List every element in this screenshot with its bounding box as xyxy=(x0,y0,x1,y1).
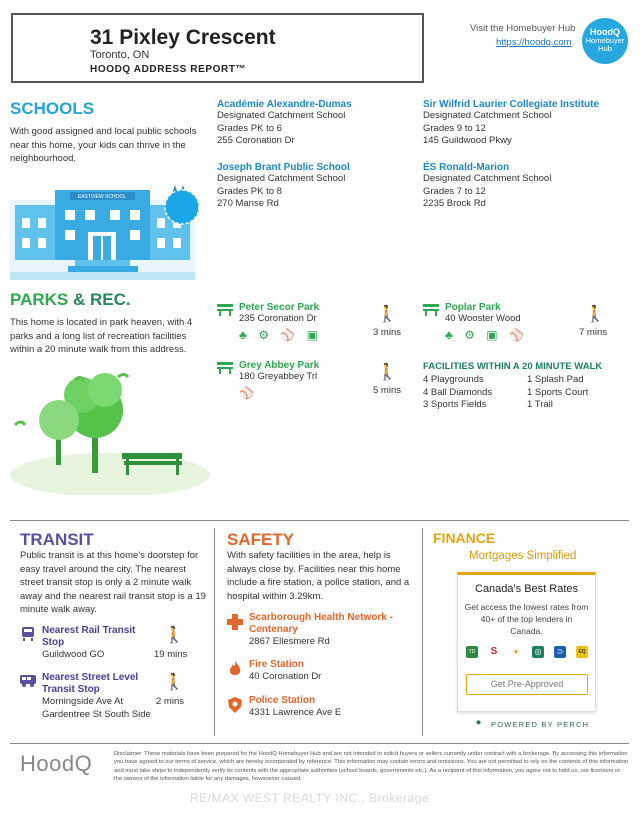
rates-card-text: Get access the lowest rates from 40+ of the top lenders in Canada. xyxy=(464,602,589,636)
hub-link[interactable]: https://hoodq.com xyxy=(496,37,572,48)
school-grades: Grades 9 to 12 xyxy=(423,122,486,134)
finance-subtitle: Mortgages Simplified xyxy=(469,550,577,562)
school-type: Designated Catchment School xyxy=(217,110,346,121)
safety-description: With safety facilities in the area, help is always close by. Facilities near this home include a fire station, a police station, and a hospital within 3.29km. xyxy=(227,550,410,602)
facilities-col-2 xyxy=(527,374,627,412)
footer-divider xyxy=(10,743,629,744)
park-facility-icons: ♣ ⚙ ▣ ⚾ xyxy=(445,327,528,342)
park-item[interactable] xyxy=(423,302,623,342)
park-walk-time: 7 mins xyxy=(579,327,607,338)
school-name: Académie Alexandre-Dumas xyxy=(217,99,352,110)
school-item[interactable] xyxy=(423,162,551,211)
walk-icon: 🚶 xyxy=(377,364,397,381)
park-walk-time: 5 mins xyxy=(373,385,401,396)
hub-logo-bottom: Homebuyer Hub xyxy=(585,36,625,53)
park-address: 235 Coronation Dr xyxy=(239,313,317,324)
facility-item: 4 Playgrounds xyxy=(423,374,484,385)
park-illustration xyxy=(10,365,210,495)
school-address: 270 Manse Rd xyxy=(217,198,279,209)
park-facility-icons: ♣ ⚙ ⚾ ▣ xyxy=(239,327,322,342)
eq-bank-icon: EQ xyxy=(576,646,588,658)
park-name: Peter Secor Park xyxy=(239,302,320,313)
section-divider xyxy=(10,520,629,521)
school-item[interactable] xyxy=(423,99,599,148)
bench-icon xyxy=(423,304,439,316)
rates-card-title: Canada's Best Rates xyxy=(475,583,578,595)
bus-icon xyxy=(20,675,36,687)
walk-icon: 🚶 xyxy=(585,306,605,323)
park-walk-time: 3 mins xyxy=(373,327,401,338)
street-walk-time: 2 mins xyxy=(156,696,184,707)
rail-walk-time: 19 mins xyxy=(154,649,188,660)
column-divider xyxy=(214,528,215,736)
city-label: Toronto, ON xyxy=(90,49,150,61)
safety-name: Scarborough Health Network - Centenary xyxy=(249,612,393,635)
hoodq-logo: HoodQ xyxy=(20,751,93,776)
sun-bank-icon: ☀ xyxy=(511,647,521,657)
bench-icon xyxy=(217,362,233,374)
powered-by-perch: POWERED BY PERCH xyxy=(491,720,590,729)
transit-title: TRANSIT xyxy=(20,530,94,549)
td-bank-icon: TD xyxy=(466,646,478,658)
report-title: HOODQ ADDRESS REPORT™ xyxy=(90,64,247,75)
school-item[interactable] xyxy=(217,99,352,148)
facilities-col-1 xyxy=(423,374,523,412)
parks-description: This home is located in park heaven, with 4 parks and a long list of recreation facilities within a 20 minute walk from this address. xyxy=(10,317,193,355)
safety-address: 2867 Ellesmere Rd xyxy=(249,636,330,647)
school-grades: Grades 7 to 12 xyxy=(423,185,486,197)
school-address: 2235 Brock Rd xyxy=(423,198,486,209)
school-grades: Grades PK to 6 xyxy=(217,122,282,134)
transit-description: Public transit is at this home's doorstep for easy travel around the city. The nearest street transit stop is only a 2 minute walk away and the nearest rail transit stop is a 19 minute walk away. xyxy=(20,550,206,615)
address-title: 31 Pixley Crescent xyxy=(90,26,276,49)
hub-visit-text: Visit the Homebuyer Hub xyxy=(470,23,576,34)
safety-item[interactable] xyxy=(227,612,417,649)
safety-name: Fire Station xyxy=(249,659,305,670)
park-item[interactable] xyxy=(217,360,412,400)
fire-icon xyxy=(227,661,243,677)
bench-icon xyxy=(217,304,233,316)
scotia-bank-icon: S xyxy=(490,646,498,657)
green-bank-icon: ◎ xyxy=(532,646,544,658)
school-type: Designated Catchment School xyxy=(217,173,346,184)
blue-bank-icon: ⊃ xyxy=(554,646,566,658)
hospital-cross-icon xyxy=(227,614,243,630)
school-address: 255 Coronation Dr xyxy=(217,135,295,146)
rail-transit-name: Guildwood GO xyxy=(42,649,105,660)
parks-title-main: PARKS xyxy=(10,290,69,309)
park-name: Poplar Park xyxy=(445,302,501,313)
safety-item[interactable] xyxy=(227,695,417,720)
safety-name: Police Station xyxy=(249,695,316,706)
safety-address: 40 Coronation Dr xyxy=(249,671,322,682)
school-name: Joseph Brant Public School xyxy=(217,162,350,173)
get-pre-approved-button[interactable]: Get Pre-Approved xyxy=(466,674,588,695)
school-grades: Grades PK to 8 xyxy=(217,185,282,197)
safety-item[interactable] xyxy=(227,659,417,684)
street-transit-label: Nearest Street Level Transit Stop xyxy=(42,672,139,695)
award-badge-icon xyxy=(165,185,199,224)
walk-icon: 🚶 xyxy=(164,627,184,644)
park-address: 40 Wooster Wood xyxy=(445,313,521,324)
park-name: Grey Abbey Park xyxy=(239,360,320,371)
disclaimer: Disclaimer: These materials have been prepared for the HoodQ Homebuyer Hub and are not intended to solicit buyers or sellers currently under contract with a brokerage. By accessing this information you have agreed to our terms of service, which are hereby incorporated by reference. This information may contain errors and omissions. You are not permitted to rely on the contents of this information and must take steps to independently verify its contents with the appropriate authorities (school boards, governments etc.). As a recipient of this information, you agree not to hold us, our licensors or the owners of the information liable for any damages, howsoever caused. xyxy=(114,751,629,783)
walk-icon: 🚶 xyxy=(377,306,397,323)
rail-transit-label: Nearest Rail Transit Stop xyxy=(42,625,136,648)
street-transit-name: Morningside Ave At Gardentree St South Side xyxy=(42,696,151,720)
safety-address: 4331 Lawrence Ave E xyxy=(249,707,342,718)
school-name: ÉS Ronald-Marion xyxy=(423,162,510,173)
school-item[interactable] xyxy=(217,162,350,211)
safety-title: SAFETY xyxy=(227,530,295,549)
walk-icon: 🚶 xyxy=(164,674,184,691)
school-illustration xyxy=(10,180,205,280)
bank-logos xyxy=(466,646,588,658)
brokerage-watermark: RE/MAX WEST REALTY INC., Brokerage xyxy=(190,791,430,805)
facility-item: 1 Trail xyxy=(527,399,553,410)
schools-title: SCHOOLS xyxy=(10,99,95,118)
park-address: 180 Greyabbey Trl xyxy=(239,371,318,382)
train-icon xyxy=(20,627,36,641)
parks-title xyxy=(10,290,131,310)
facilities-title: FACILITIES WITHIN A 20 MINUTE WALK xyxy=(423,361,603,372)
police-badge-icon xyxy=(227,697,243,713)
street-transit-item[interactable] xyxy=(20,672,210,721)
parks-title-amp: & REC. xyxy=(68,290,131,309)
hoodq-hub-logo[interactable] xyxy=(582,18,628,64)
schools-description: With good assigned and local public schools near this home, your kids can thrive in the neighbourhood. xyxy=(10,126,197,164)
school-name: Sir Wilfrid Laurier Collegiate Institute xyxy=(423,99,600,110)
facility-item: 1 Splash Pad xyxy=(527,374,584,385)
facility-item: 1 Sports Court xyxy=(527,386,589,398)
school-address: 145 Guildwood Pkwy xyxy=(423,135,512,146)
column-divider xyxy=(422,528,423,736)
school-type: Designated Catchment School xyxy=(423,173,552,184)
hub-logo-top: HoodQ xyxy=(590,27,620,37)
school-type: Designated Catchment School xyxy=(423,110,552,121)
facility-item: 4 Ball Diamonds xyxy=(423,386,493,398)
school-sign-text: EASTVIEW SCHOOL xyxy=(77,194,127,200)
perch-icon: ◆ xyxy=(476,719,481,726)
rail-transit-item[interactable] xyxy=(20,625,210,662)
facility-item: 3 Sports Fields xyxy=(423,399,487,410)
finance-title: FINANCE xyxy=(433,530,496,546)
park-facility-icons: ⚾ xyxy=(239,385,254,400)
park-item[interactable] xyxy=(217,302,412,342)
